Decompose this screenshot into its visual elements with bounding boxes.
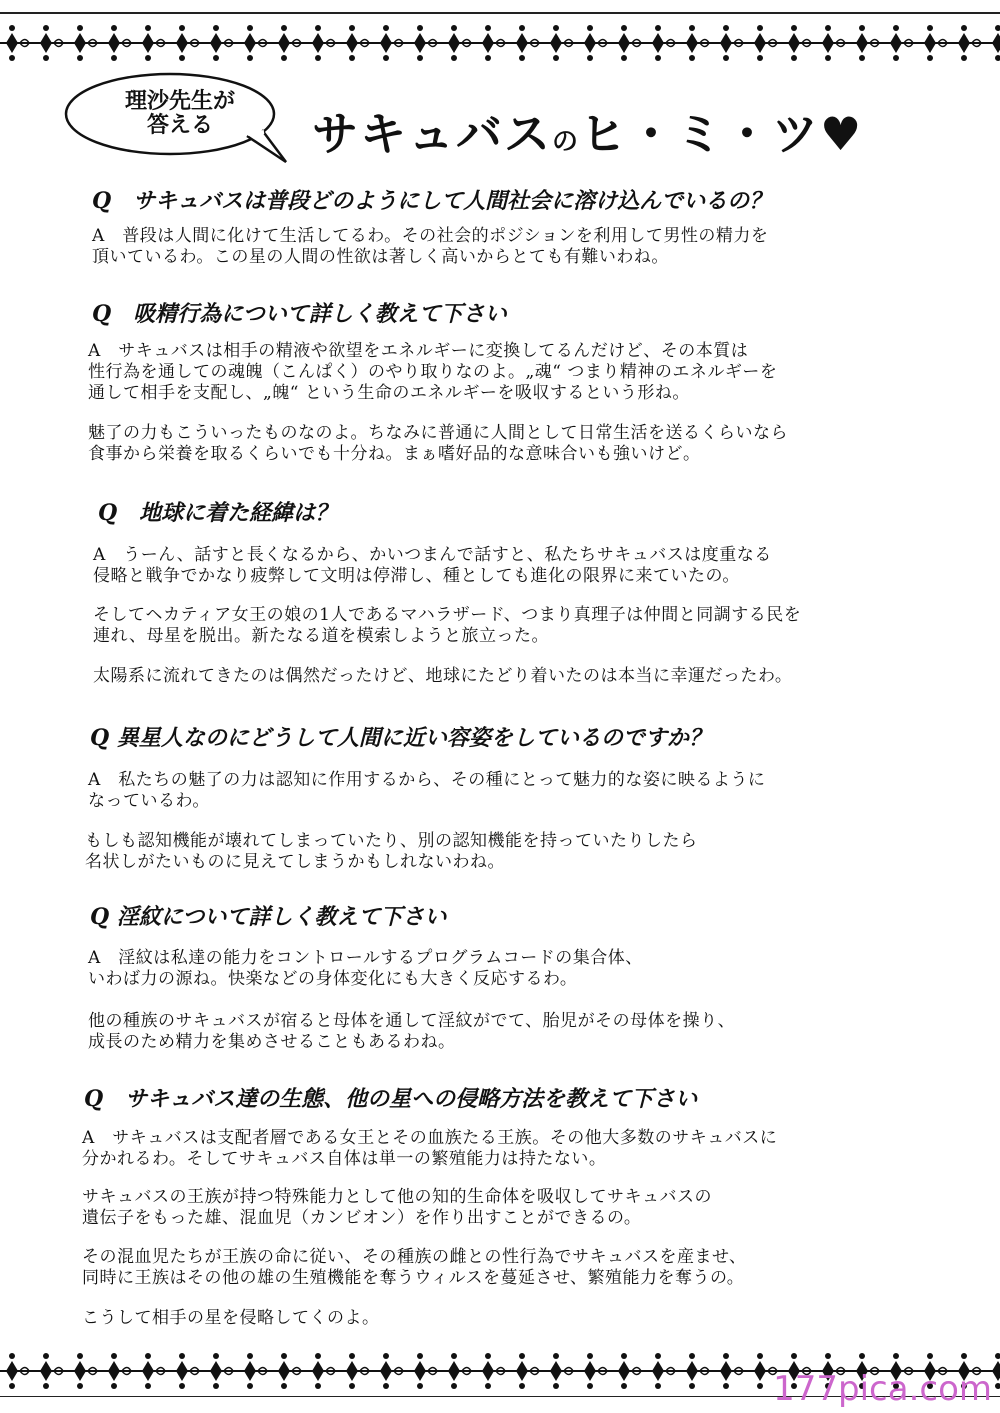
question-6: Q サキュバス達の生態、他の星への侵略方法を教えて下さい <box>84 1086 698 1112</box>
answer-4-2: もしも認知機能が壊れてしまっていたり、別の認知機能を持っていたりしたら 名状しがたいものに見えてしまうかもしれないわね。 <box>85 831 698 872</box>
answer-3-3: 太陽系に流れてきたのは偶然だったけど、地球にたどり着いたのは本当に幸運だったわ。 <box>93 666 793 686</box>
question-5: Q 淫紋について詳しく教えて下さい <box>90 904 447 930</box>
watermark: 177pica.com <box>773 1369 992 1409</box>
answer-3-2: そしてヘカティア女王の娘の1人であるマハラザード、つまり真理子は仲間と同調する民を 連れ、母星を脱出。新たなる道を模索しようと旅立った。 <box>93 605 802 646</box>
answer-5-2: 他の種族のサキュバスが宿ると母体を通して淫紋がでて、胎児がその母体を操り、 成長のため精力を集めさせることもあるわね。 <box>88 1011 736 1052</box>
answer-2-1: A サキュバスは相手の精液や欲望をエネルギーに変換してるんだけど、その本質は 性行為を通しての魂魄（こんぱく）のやり取りなのよ。„魂“ つまり精神のエネルギーを 通して相手を支配し、„魄“ という生命のエネルギーを吸収するという形ね。 <box>88 341 778 403</box>
question-2: Q 吸精行為について詳しく教えて下さい <box>92 301 507 327</box>
question-1: Q サキュバスは普段どのようにして人間社会に溶け込んでいるの？ <box>92 188 772 214</box>
answer-3-1: A うーん、話すと長くなるから、かいつまんで話すと、私たちサキュバスは度重なる 侵略と戦争でかなり疲弊して文明は停滞し、種としても進化の限界に来ていたの。 <box>93 545 772 586</box>
bubble-text: 理沙先生が 答える <box>124 89 235 138</box>
answer-2-2: 魅了の力もこういったものなのよ。ちなみに普通に人間として日常生活を送るくらいなら 食事から栄養を取るくらいでも十分ね。まぁ嗜好品的な意味合いも強いけど。 <box>88 423 788 464</box>
title-main: サキュバス <box>312 107 552 161</box>
lace-border-top <box>0 20 1000 66</box>
title-secret: ヒ・ミ・ツ <box>580 107 821 161</box>
answer-5-1: A 淫紋は私達の能力をコントロールするプログラムコードの集合体、 いわば力の源ね。快楽などの身体変化にも大きく反応するわ。 <box>88 948 643 989</box>
page-title <box>312 98 863 164</box>
heart-icon: ♥ <box>820 107 864 161</box>
top-border <box>0 0 1000 14</box>
answer-1-1: A 普段は人間に化けて生活してるわ。その社会的ポジションを利用して男性の精力を 頂いているわ。この星の人間の性欲は著しく高いからとても有難いわね。 <box>92 226 769 267</box>
answer-6-1: A サキュバスは支配者層である女王とその血族たる王族。その他大多数のサキュバスに 分かれるわ。そしてサキュバス自体は単一の繁殖能力は持たない。 <box>82 1128 778 1169</box>
answer-6-2: サキュバスの王族が持つ特殊能力として他の知的生命体を吸収してサキュバスの 遺伝子をもった雄、混血児（カンビオン）を作り出すことができるの。 <box>82 1187 712 1228</box>
title-particle: の <box>552 127 581 157</box>
answer-6-4: こうして相手の星を侵略してくのよ。 <box>82 1308 380 1328</box>
question-4: Q 異星人なのにどうして人間に近い容姿をしているのですか？ <box>90 725 711 751</box>
question-3: Q 地球に着た経緯は？ <box>98 500 338 526</box>
answer-6-3: その混血児たちが王族の命に従い、その種族の雌との性行為でサキュバスを産ませ、 同時に王族はその他の雄の生殖機能を奪うウィルスを蔓延させ、繁殖能力を奪うの。 <box>82 1247 747 1288</box>
answer-4-1: A 私たちの魅了の力は認知に作用するから、その種にとって魅力的な姿に映るように なっているわ。 <box>88 770 766 811</box>
